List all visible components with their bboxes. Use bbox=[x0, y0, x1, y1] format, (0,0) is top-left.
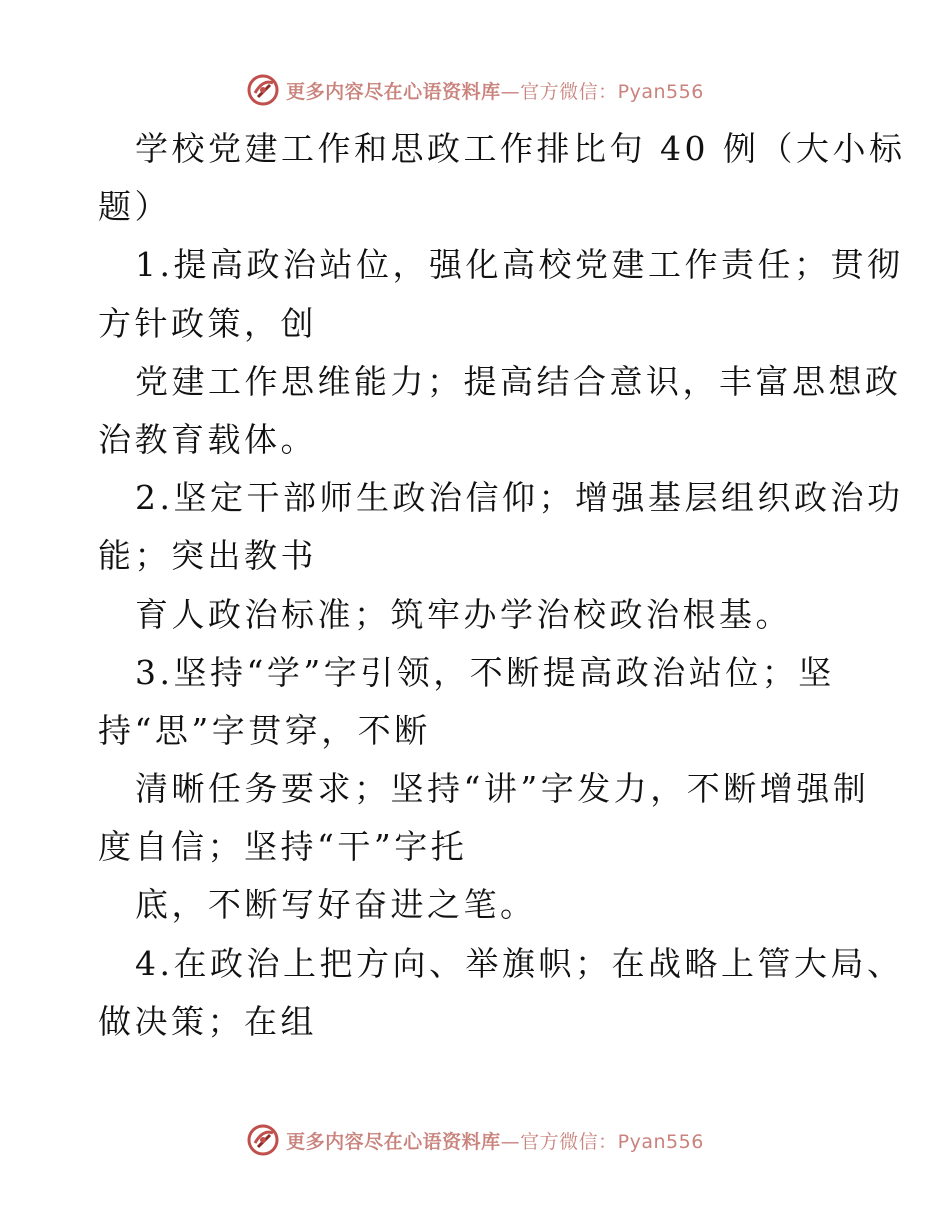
brand-logo-icon bbox=[246, 1123, 280, 1157]
text-line: 治教育载体。 bbox=[98, 419, 317, 459]
document-body bbox=[98, 120, 906, 1051]
text-line: 持“思”字贯穿，不断 bbox=[98, 710, 431, 750]
text-line: 2.坚定干部师生政治信仰；增强基层组织政治功 bbox=[135, 478, 904, 518]
brand-logo-icon bbox=[246, 73, 280, 107]
text-line: 1.提高政治站位，强化高校党建工作责任；贯彻 bbox=[135, 245, 904, 285]
footer-watermark bbox=[0, 1120, 950, 1160]
watermark-site: 更多内容尽在心语资料库 bbox=[286, 80, 501, 103]
text-line: 方针政策，创 bbox=[98, 303, 317, 343]
watermark-site: 更多内容尽在心语资料库 bbox=[286, 1130, 501, 1153]
watermark-contact: 官方微信：Pyan556 bbox=[520, 80, 704, 103]
watermark-separator: — bbox=[500, 1130, 521, 1153]
text-line: 3.坚持“学”字引领，不断提高政治站位；坚 bbox=[135, 652, 835, 692]
text-line: 能；突出教书 bbox=[98, 536, 317, 576]
text-line: 清晰任务要求；坚持“讲”字发力，不断增强制 bbox=[135, 769, 870, 809]
watermark-contact: 官方微信：Pyan556 bbox=[520, 1130, 704, 1153]
text-line: 做决策；在组 bbox=[98, 1001, 317, 1041]
text-line: 4.在政治上把方向、举旗帜；在战略上管大局、 bbox=[135, 943, 904, 983]
watermark-text bbox=[286, 77, 704, 104]
header-watermark bbox=[0, 70, 950, 110]
text-line: 党建工作思维能力；提高结合意识，丰富思想政 bbox=[135, 361, 902, 401]
watermark-text bbox=[286, 1127, 704, 1154]
text-line: 育人政治标准；筑牢办学治校政治根基。 bbox=[135, 594, 792, 634]
watermark-separator: — bbox=[500, 80, 521, 103]
text-line: 度自信；坚持“干”字托 bbox=[98, 827, 468, 867]
title-line-2: 题） bbox=[98, 187, 171, 227]
title-line-1: 学校党建工作和思政工作排比句 40 例（大小标 bbox=[135, 129, 906, 168]
text-line: 底，不断写好奋进之笔。 bbox=[135, 885, 537, 925]
